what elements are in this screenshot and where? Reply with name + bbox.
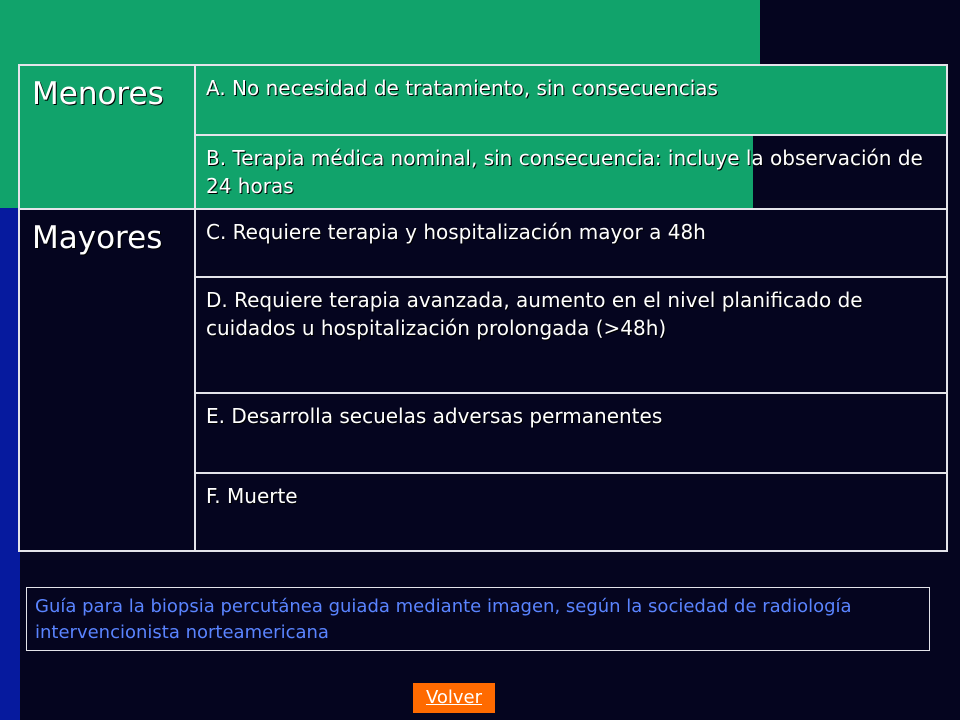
- table-cell: [195, 473, 947, 551]
- complications-table: [18, 64, 948, 552]
- table-row: [19, 65, 947, 135]
- table-cell: [195, 65, 947, 135]
- category-label: Menores: [32, 76, 164, 112]
- background-blue-bar: [0, 208, 20, 720]
- table-row: [19, 209, 947, 277]
- back-button[interactable]: Volver: [413, 683, 495, 713]
- item-b-text: B. Terapia médica nominal, sin consecuencia: incluye la observación de 24 horas: [206, 146, 923, 198]
- category-minor: [19, 65, 195, 209]
- table-cell: [195, 209, 947, 277]
- item-a-text: A. No necesidad de tratamiento, sin consecuencias: [206, 76, 718, 100]
- table-cell: [195, 277, 947, 393]
- item-e-text: E. Desarrolla secuelas adversas permanentes: [206, 404, 663, 428]
- table-cell: [195, 135, 947, 209]
- item-d-text: D. Requiere terapia avanzada, aumento en el nivel planificado de cuidados u hospitalización prolongada (>48h): [206, 288, 863, 340]
- caption-text: Guía para la biopsia percutánea guiada mediante imagen, según la sociedad de radiología intervencionista norteamericana: [35, 596, 852, 643]
- source-caption: [26, 587, 930, 651]
- table-cell: [195, 393, 947, 473]
- category-major: [19, 209, 195, 551]
- category-label: Mayores: [32, 220, 163, 256]
- item-f-text: F. Muerte: [206, 484, 298, 508]
- item-c-text: C. Requiere terapia y hospitalización mayor a 48h: [206, 220, 706, 244]
